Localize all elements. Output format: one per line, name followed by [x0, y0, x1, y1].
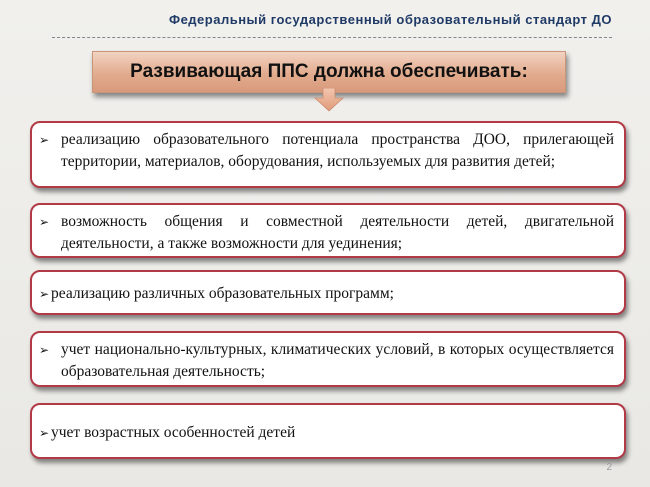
arrow-bullet-icon: ➢	[39, 215, 50, 229]
arrow-bullet-icon: ➢	[39, 343, 50, 357]
banner-text: Развивающая ППС должна обеспечивать:	[130, 61, 528, 82]
title-banner	[92, 51, 566, 93]
arrow-bullet-icon: ➢	[39, 133, 50, 147]
arrow-bullet-icon: ➢	[39, 287, 50, 301]
header-divider	[52, 37, 612, 38]
requirement-text-1: реализацию образовательного потенциала пространства ДОО, прилегающей территории, материалов, оборудования, используемых для развития детей;	[61, 131, 614, 170]
requirement-card-4	[30, 331, 626, 387]
requirement-text-3: реализацию различных образовательных программ;	[51, 285, 394, 302]
requirement-card-5	[30, 403, 626, 459]
page-number: 2	[606, 462, 612, 473]
requirement-card-2	[30, 203, 626, 258]
arrow-bullet-icon: ➢	[39, 426, 50, 440]
header-title: Федеральный государственный образовательный стандарт ДО	[168, 12, 612, 27]
requirement-text-2: возможность общения и совместной деятельности детей, двигательной деятельности, а также возможности для уединения;	[61, 213, 614, 252]
requirement-card-1	[30, 121, 626, 188]
down-arrow-icon	[314, 88, 344, 112]
requirement-text-4: учет национально-культурных, климатических условий, в которых осуществляется образовательная деятельность;	[61, 341, 614, 380]
requirement-card-3	[30, 270, 626, 315]
requirement-text-5: учет возрастных особенностей детей	[51, 424, 296, 441]
